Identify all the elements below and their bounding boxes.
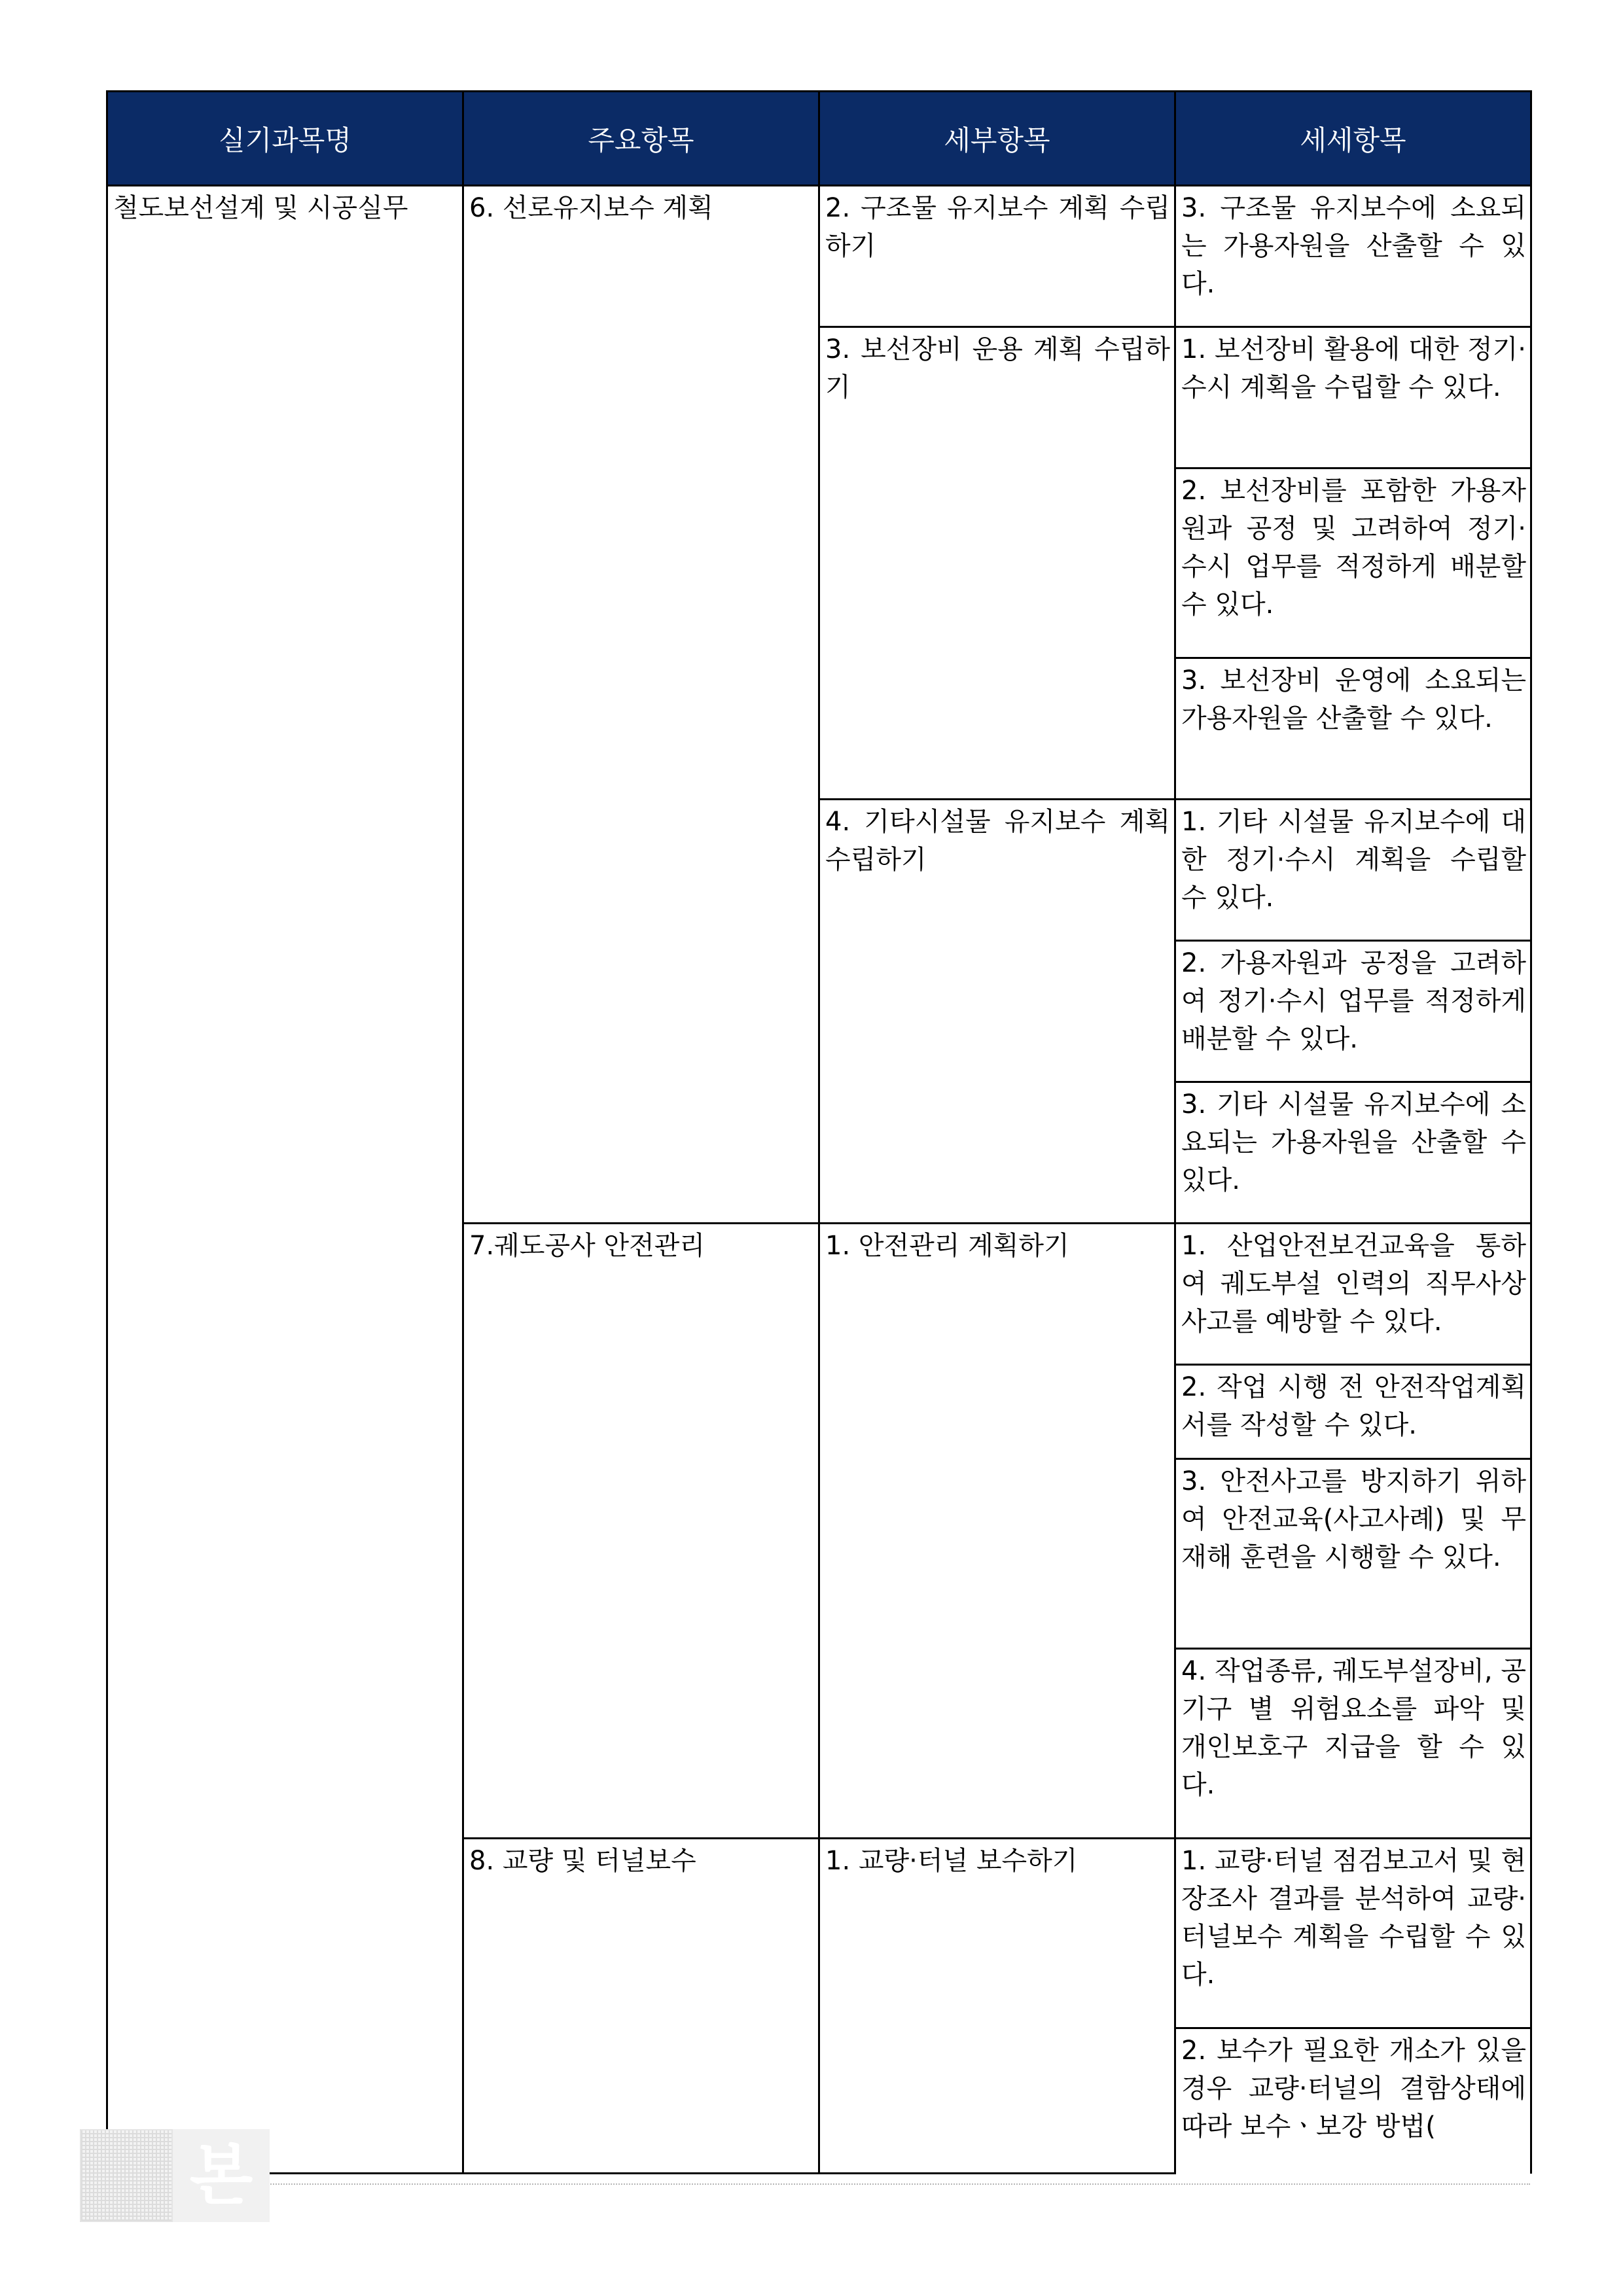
curriculum-table bbox=[106, 90, 1532, 2174]
header-main-item: 주요항목 bbox=[463, 92, 819, 186]
main-item-7: 7.궤도공사 안전관리 bbox=[463, 1224, 819, 1839]
watermark-text: 본 bbox=[173, 2129, 270, 2222]
detail-item-7-1-1: 1. 산업안전보건교육을 통하여 궤도부설 인력의 직무사상 사고를 예방할 수 있다. bbox=[1175, 1224, 1531, 1365]
watermark-pattern-icon bbox=[80, 2129, 173, 2222]
detail-item-8-1-1: 1. 교량·터널 점검보고서 및 현장조사 결과를 분석하여 교량·터널보수 계획을 수립할 수 있다. bbox=[1175, 1839, 1531, 2028]
header-sub-item: 세부항목 bbox=[819, 92, 1175, 186]
header-subject: 실기과목명 bbox=[107, 92, 463, 186]
detail-item-6-2-3: 3. 구조물 유지보수에 소요되는 가용자원을 산출할 수 있다. bbox=[1175, 186, 1531, 327]
sub-item-6-4: 4. 기타시설물 유지보수 계획 수립하기 bbox=[819, 800, 1175, 1224]
header-row bbox=[107, 92, 1531, 186]
page-bottom-rule bbox=[106, 2183, 1530, 2185]
detail-item-7-1-3: 3. 안전사고를 방지하기 위하여 안전교육(사고사례) 및 무재해 훈련을 시행할 수 있다. bbox=[1175, 1459, 1531, 1649]
sub-item-8-1: 1. 교량·터널 보수하기 bbox=[819, 1839, 1175, 2174]
detail-item-6-4-1: 1. 기타 시설물 유지보수에 대한 정기·수시 계획을 수립할 수 있다. bbox=[1175, 800, 1531, 941]
detail-item-6-4-3: 3. 기타 시설물 유지보수에 소요되는 가용자원을 산출할 수 있다. bbox=[1175, 1082, 1531, 1224]
detail-item-7-1-4: 4. 작업종류, 궤도부설장비, 공기구 별 위험요소를 파악 및 개인보호구 지급을 할 수 있다. bbox=[1175, 1649, 1531, 1839]
detail-item-6-4-2: 2. 가용자원과 공정을 고려하여 정기·수시 업무를 적정하게 배분할 수 있다. bbox=[1175, 941, 1531, 1082]
detail-item-6-3-2: 2. 보선장비를 포함한 가용자원과 공정 및 고려하여 정기·수시 업무를 적정하게 배분할 수 있다. bbox=[1175, 468, 1531, 658]
detail-item-7-1-2: 2. 작업 시행 전 안전작업계획서를 작성할 수 있다. bbox=[1175, 1365, 1531, 1459]
main-item-8: 8. 교량 및 터널보수 bbox=[463, 1839, 819, 2174]
sub-item-7-1: 1. 안전관리 계획하기 bbox=[819, 1224, 1175, 1839]
watermark bbox=[80, 2128, 270, 2223]
header-detail-item: 세세항목 bbox=[1175, 92, 1531, 186]
detail-item-6-3-1: 1. 보선장비 활용에 대한 정기·수시 계획을 수립할 수 있다. bbox=[1175, 327, 1531, 468]
sub-item-6-2: 2. 구조물 유지보수 계획 수립하기 bbox=[819, 186, 1175, 327]
table-row bbox=[107, 186, 1531, 327]
main-item-6: 6. 선로유지보수 계획 bbox=[463, 186, 819, 1224]
detail-item-6-3-3: 3. 보선장비 운영에 소요되는 가용자원을 산출할 수 있다. bbox=[1175, 658, 1531, 800]
detail-item-8-1-2: 2. 보수가 필요한 개소가 있을 경우 교량·터널의 결함상태에 따라 보수ㆍ보강 방법( bbox=[1175, 2028, 1531, 2174]
sub-item-6-3: 3. 보선장비 운용 계획 수립하기 bbox=[819, 327, 1175, 800]
subject-cell: 철도보선설계 및 시공실무 bbox=[107, 186, 463, 2174]
